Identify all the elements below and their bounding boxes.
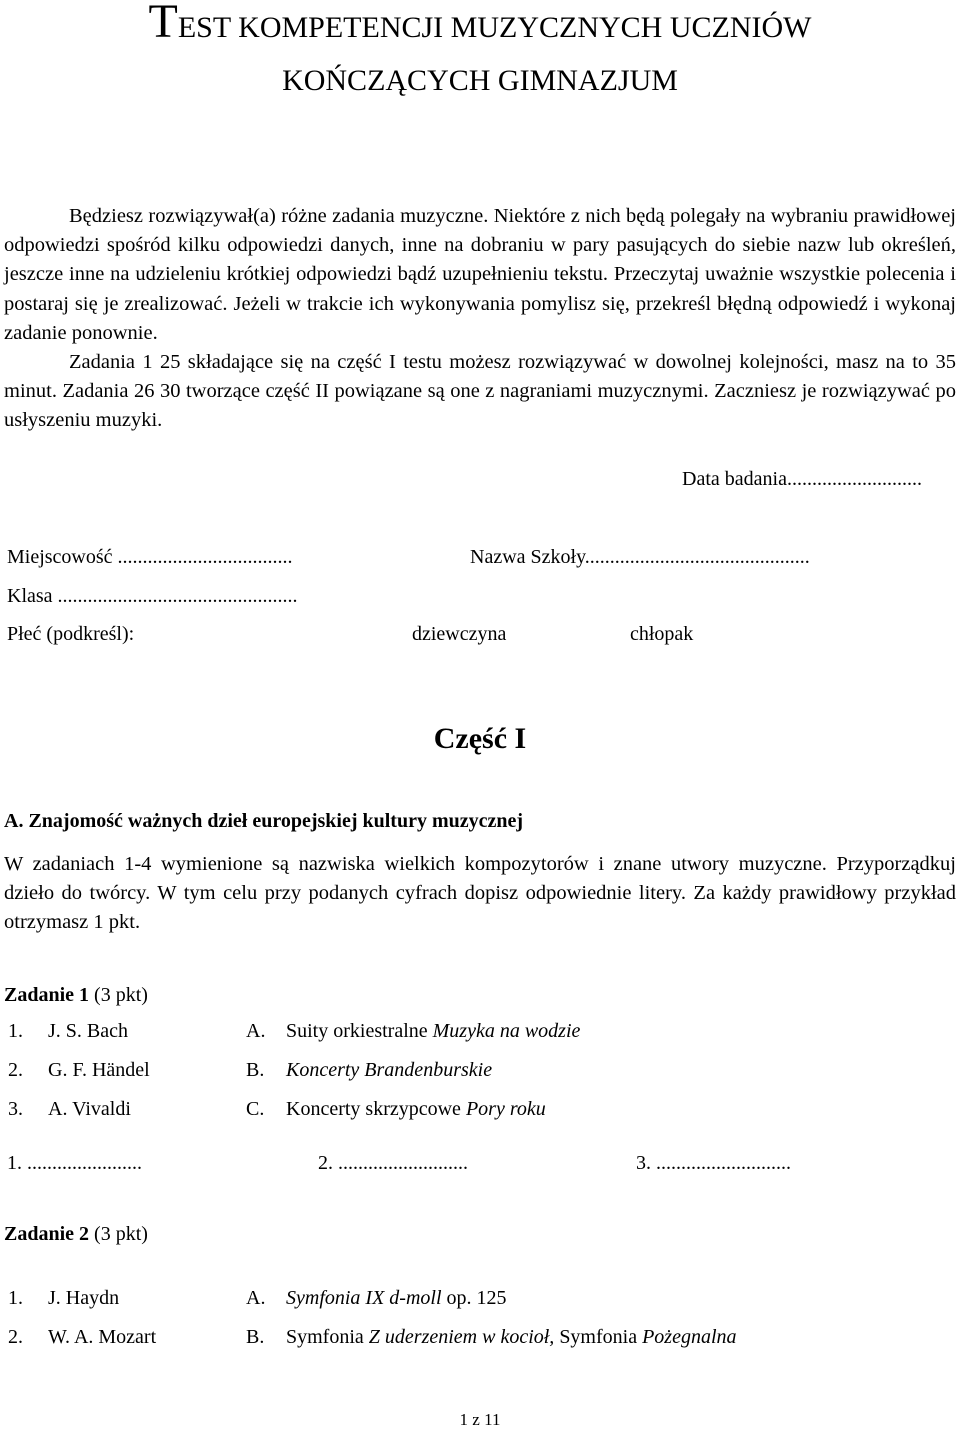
intro-paragraph-1: Będziesz rozwiązywał(a) różne zadania muzyczne. Niektóre z nich będą polegały na wybraniu prawidłowej odpowiedzi spośród kilku odpowiedzi danych, inne na dobraniu w pary pasujących do siebie nazw lub określeń, jeszcze inne na udzieleniu krótkiej odpowiedzi bądź uzupełnieniu tekstu. Przeczytaj uważnie wszystkie polecenia i postaraj się je zrealizować. Jeżeli w trakcie ich wykonywania pomylisz się, przekreśl błędną odpowiedź i wykonaj zadanie ponownie. xyxy=(4,205,956,344)
work-title-italic: Muzyka na wodzie xyxy=(432,1020,581,1042)
gender-label: Płeć (podkreśl): xyxy=(7,623,135,645)
work-title xyxy=(286,1287,507,1310)
section-a-heading: A. Znajomość ważnych dzieł europejskiej kultury muzycznej xyxy=(4,810,524,832)
school-name-field[interactable]: Nazwa Szkoły............................................. xyxy=(470,546,810,568)
work-title-italic: Pory roku xyxy=(465,1098,546,1120)
task-2-label: Zadanie 2 xyxy=(4,1223,90,1245)
composer-name: J. S. Bach xyxy=(48,1020,128,1042)
task-1-answer-2[interactable]: 2. .......................... xyxy=(318,1152,468,1174)
work-letter: A. xyxy=(246,1287,266,1309)
row-number: 3. xyxy=(8,1098,23,1120)
date-field[interactable]: Data badania........................... xyxy=(682,468,922,490)
work-letter: B. xyxy=(246,1059,265,1081)
work-title xyxy=(286,1326,737,1349)
work-title xyxy=(286,1020,580,1043)
task-1-answer-1[interactable]: 1. ....................... xyxy=(7,1152,142,1174)
gender-option-girl[interactable]: dziewczyna xyxy=(412,623,507,645)
row-number: 2. xyxy=(8,1059,23,1081)
composer-name: G. F. Händel xyxy=(48,1059,150,1081)
document-title-line-2: KOŃCZĄCYCH GIMNAZJUM xyxy=(282,64,678,97)
title-line-1-text: EST KOMPETENCJI MUZYCZNYCH UCZNIÓW xyxy=(177,11,812,44)
composer-name: W. A. Mozart xyxy=(48,1326,157,1348)
work-letter: C. xyxy=(246,1098,265,1120)
document-title-line-1 xyxy=(0,0,960,49)
work-title-plain: op. 125 xyxy=(441,1287,507,1309)
work-title xyxy=(286,1059,492,1082)
section-a-description: W zadaniach 1-4 wymienione są nazwiska wielkich kompozytorów i znane utwory muzyczne. Przyporządkuj dzieło do twórcy. W tym celu przy podanych cyfrach dopisz odpowiednie litery. Za każdy prawidłowy przykład otrzymasz 1 pkt. xyxy=(4,853,956,934)
class-field[interactable]: Klasa ................................................ xyxy=(7,585,298,607)
row-number: 2. xyxy=(8,1326,23,1348)
part-heading: Część I xyxy=(433,722,527,755)
work-title-plain: Symfonia xyxy=(286,1326,369,1348)
work-title-italic: Koncerty Brandenburskie xyxy=(286,1059,493,1081)
page-number: 1 z 11 xyxy=(459,1410,501,1429)
intro-instructions xyxy=(4,202,956,436)
task-1-points: (3 pkt) xyxy=(94,984,148,1006)
row-number: 1. xyxy=(8,1020,23,1042)
work-title-italic: Z uderzeniem w kocioł, xyxy=(368,1326,555,1348)
task-1-heading xyxy=(4,984,148,1007)
composer-name: J. Haydn xyxy=(48,1287,120,1309)
task-1-answer-3[interactable]: 3. ........................... xyxy=(636,1152,791,1174)
work-title-plain: Symfonia xyxy=(554,1326,643,1348)
task-2-points: (3 pkt) xyxy=(94,1223,148,1245)
row-number: 1. xyxy=(8,1287,23,1309)
work-letter: B. xyxy=(246,1326,265,1348)
work-letter: A. xyxy=(246,1020,266,1042)
gender-option-boy[interactable]: chłopak xyxy=(630,623,694,645)
town-field[interactable]: Miejscowość ................................... xyxy=(7,546,293,568)
composer-name: A. Vivaldi xyxy=(48,1098,131,1120)
work-title-plain: Suity orkiestralne xyxy=(286,1020,433,1042)
task-2-heading xyxy=(4,1223,148,1246)
task-1-label: Zadanie 1 xyxy=(4,984,90,1006)
work-title xyxy=(286,1098,546,1121)
title-initial-cap: T xyxy=(148,0,178,48)
intro-paragraph-2: Zadania 1 25 składające się na część I testu możesz rozwiązywać w dowolnej kolejności, masz na to 35 minut. Zadania 26 30 tworzące część II powiązane są one z nagraniami muzycznymi. Zaczniesz je rozwiązywać po usłyszeniu muzyki. xyxy=(4,351,956,432)
work-title-plain: Koncerty skrzypcowe xyxy=(286,1098,466,1120)
work-title-italic: Pożegnalna xyxy=(642,1326,737,1348)
work-title-italic: Symfonia IX d-moll xyxy=(286,1287,442,1309)
